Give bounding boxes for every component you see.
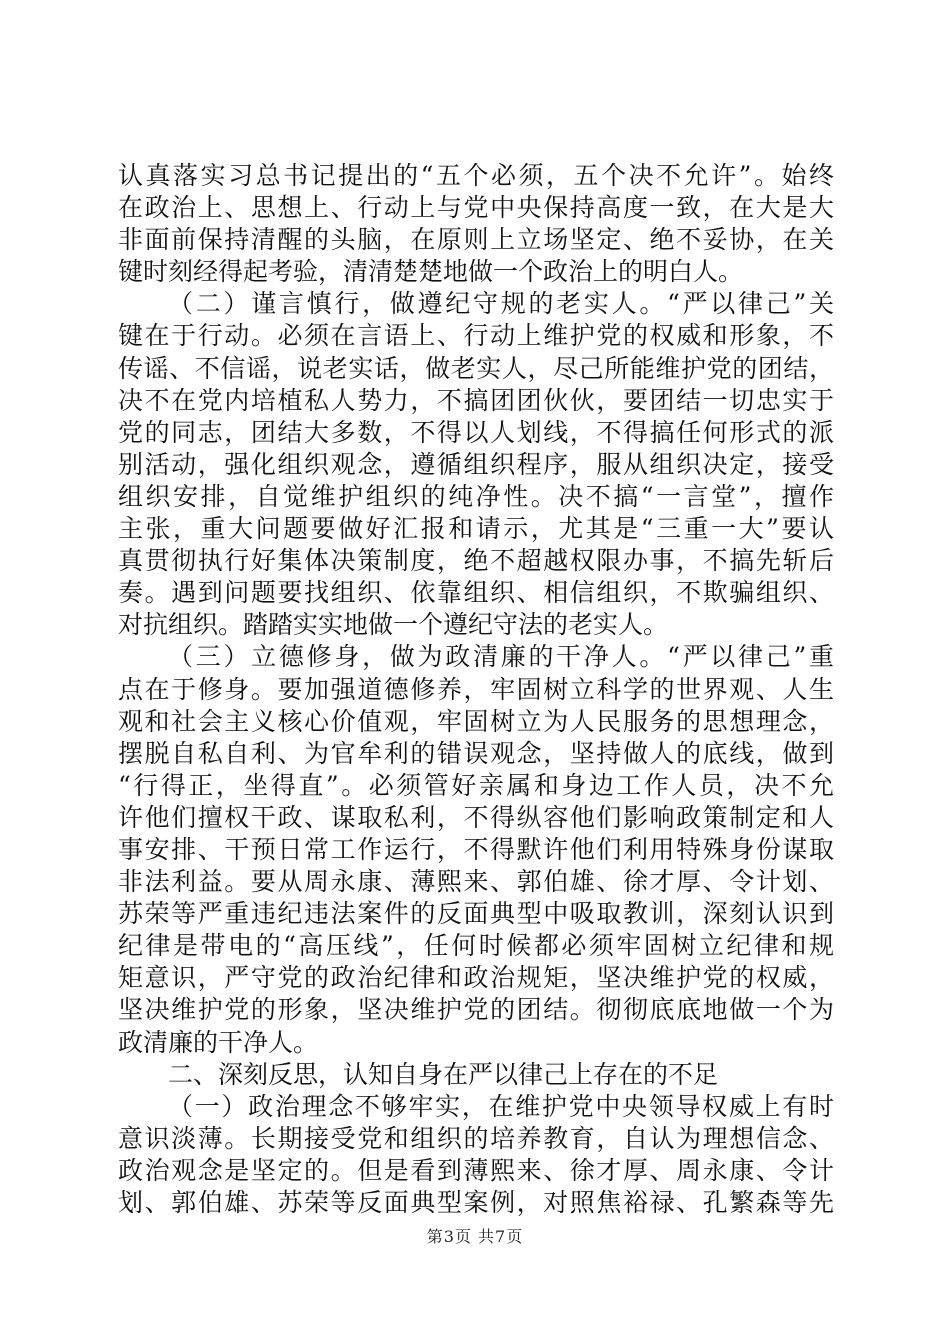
text-line: 认真落实习总书记提出的“五个必须，五个决不允许”。始终: [118, 161, 834, 190]
text-line: 摆脱自私自利、为官牟利的错误观念，坚持做人的底线，做到: [118, 738, 834, 768]
text-line: 点在于修身。要加强道德修养，牢固树立科学的世界观、人生: [118, 674, 834, 704]
text-line: 坚决维护党的形象，坚决维护党的团结。彻彻底底地做一个为: [118, 995, 834, 1025]
text-line: 二、深刻反思，认知自身在严以律己上存在的不足: [168, 1059, 719, 1089]
text-line: 传谣、不信谣，说老实话，做老实人，尽己所能维护党的团结，: [118, 353, 834, 383]
page-footer: 第3页 共7页: [426, 1227, 524, 1246]
text-line: （三）立德修身，做为政清廉的干净人。“严以律己”重: [168, 642, 834, 672]
text-line: 对抗组织。踏踏实实地做一个遵纪守法的老实人。: [118, 610, 669, 640]
text-line: 组织安排，自觉维护组织的纯净性。决不搞“一言堂”，擅作: [118, 481, 834, 511]
text-line: 划、郭伯雄、苏荣等反面典型案例，对照焦裕禄、孔繁森等先: [118, 1188, 834, 1217]
document-body: [118, 160, 834, 1219]
text-line: 非面前保持清醒的头脑，在原则上立场坚定、绝不妥协，在关: [118, 225, 834, 255]
text-line: 政清廉的干净人。: [118, 1027, 319, 1057]
text-line: 苏荣等严重违纪违法案件的反面典型中吸取教训，深刻认识到: [118, 899, 834, 929]
text-line: 纪律是带电的“高压线”，任何时候都必须牢固树立纪律和规: [118, 931, 834, 961]
text-line: “行得正，坐得直”。必须管好亲属和身边工作人员，决不允: [118, 770, 834, 800]
text-line: 主张，重大问题要做好汇报和请示，尤其是“三重一大”要认: [118, 514, 834, 544]
text-line: 意识淡薄。长期接受党和组织的培养教育，自认为理想信念、: [118, 1123, 834, 1153]
text-line: 决不在党内培植私人势力，不搞团团伙伙，要团结一切忠实于: [118, 385, 834, 415]
text-line: 党的同志，团结大多数，不得以人划线，不得搞任何形式的派: [118, 417, 834, 447]
text-line: 许他们擅权干政、谋取私利，不得纵容他们影响政策制定和人: [118, 802, 834, 832]
text-line: 观和社会主义核心价值观，牢固树立为人民服务的思想理念，: [118, 706, 834, 736]
text-line: （二）谨言慎行，做遵纪守规的老实人。“严以律己”关: [168, 289, 834, 319]
text-line: 非法利益。要从周永康、薄熙来、郭伯雄、徐才厚、令计划、: [118, 867, 834, 897]
text-line: 事安排、干预日常工作运行，不得默许他们利用特殊身份谋取: [118, 834, 834, 864]
text-line: 矩意识，严守党的政治纪律和政治规矩，坚决维护党的权威，: [118, 963, 834, 993]
text-line: （一）政治理念不够牢实，在维护党中央领导权威上有时: [168, 1091, 834, 1121]
text-line: 键在于行动。必须在言语上、行动上维护党的权威和形象，不: [118, 321, 834, 351]
text-line: 真贯彻执行好集体决策制度，绝不超越权限办事，不搞先斩后: [118, 546, 834, 576]
text-line: 在政治上、思想上、行动上与党中央保持高度一致，在大是大: [118, 193, 834, 223]
text-line: 政治观念是坚定的。但是看到薄熙来、徐才厚、周永康、令计: [118, 1155, 834, 1185]
text-line: 奏。遇到问题要找组织、依靠组织、相信组织，不欺骗组织、: [118, 578, 834, 608]
text-line: 键时刻经得起考验，清清楚楚地做一个政治上的明白人。: [118, 257, 744, 287]
text-line: 别活动，强化组织观念，遵循组织程序，服从组织决定，接受: [118, 449, 834, 479]
